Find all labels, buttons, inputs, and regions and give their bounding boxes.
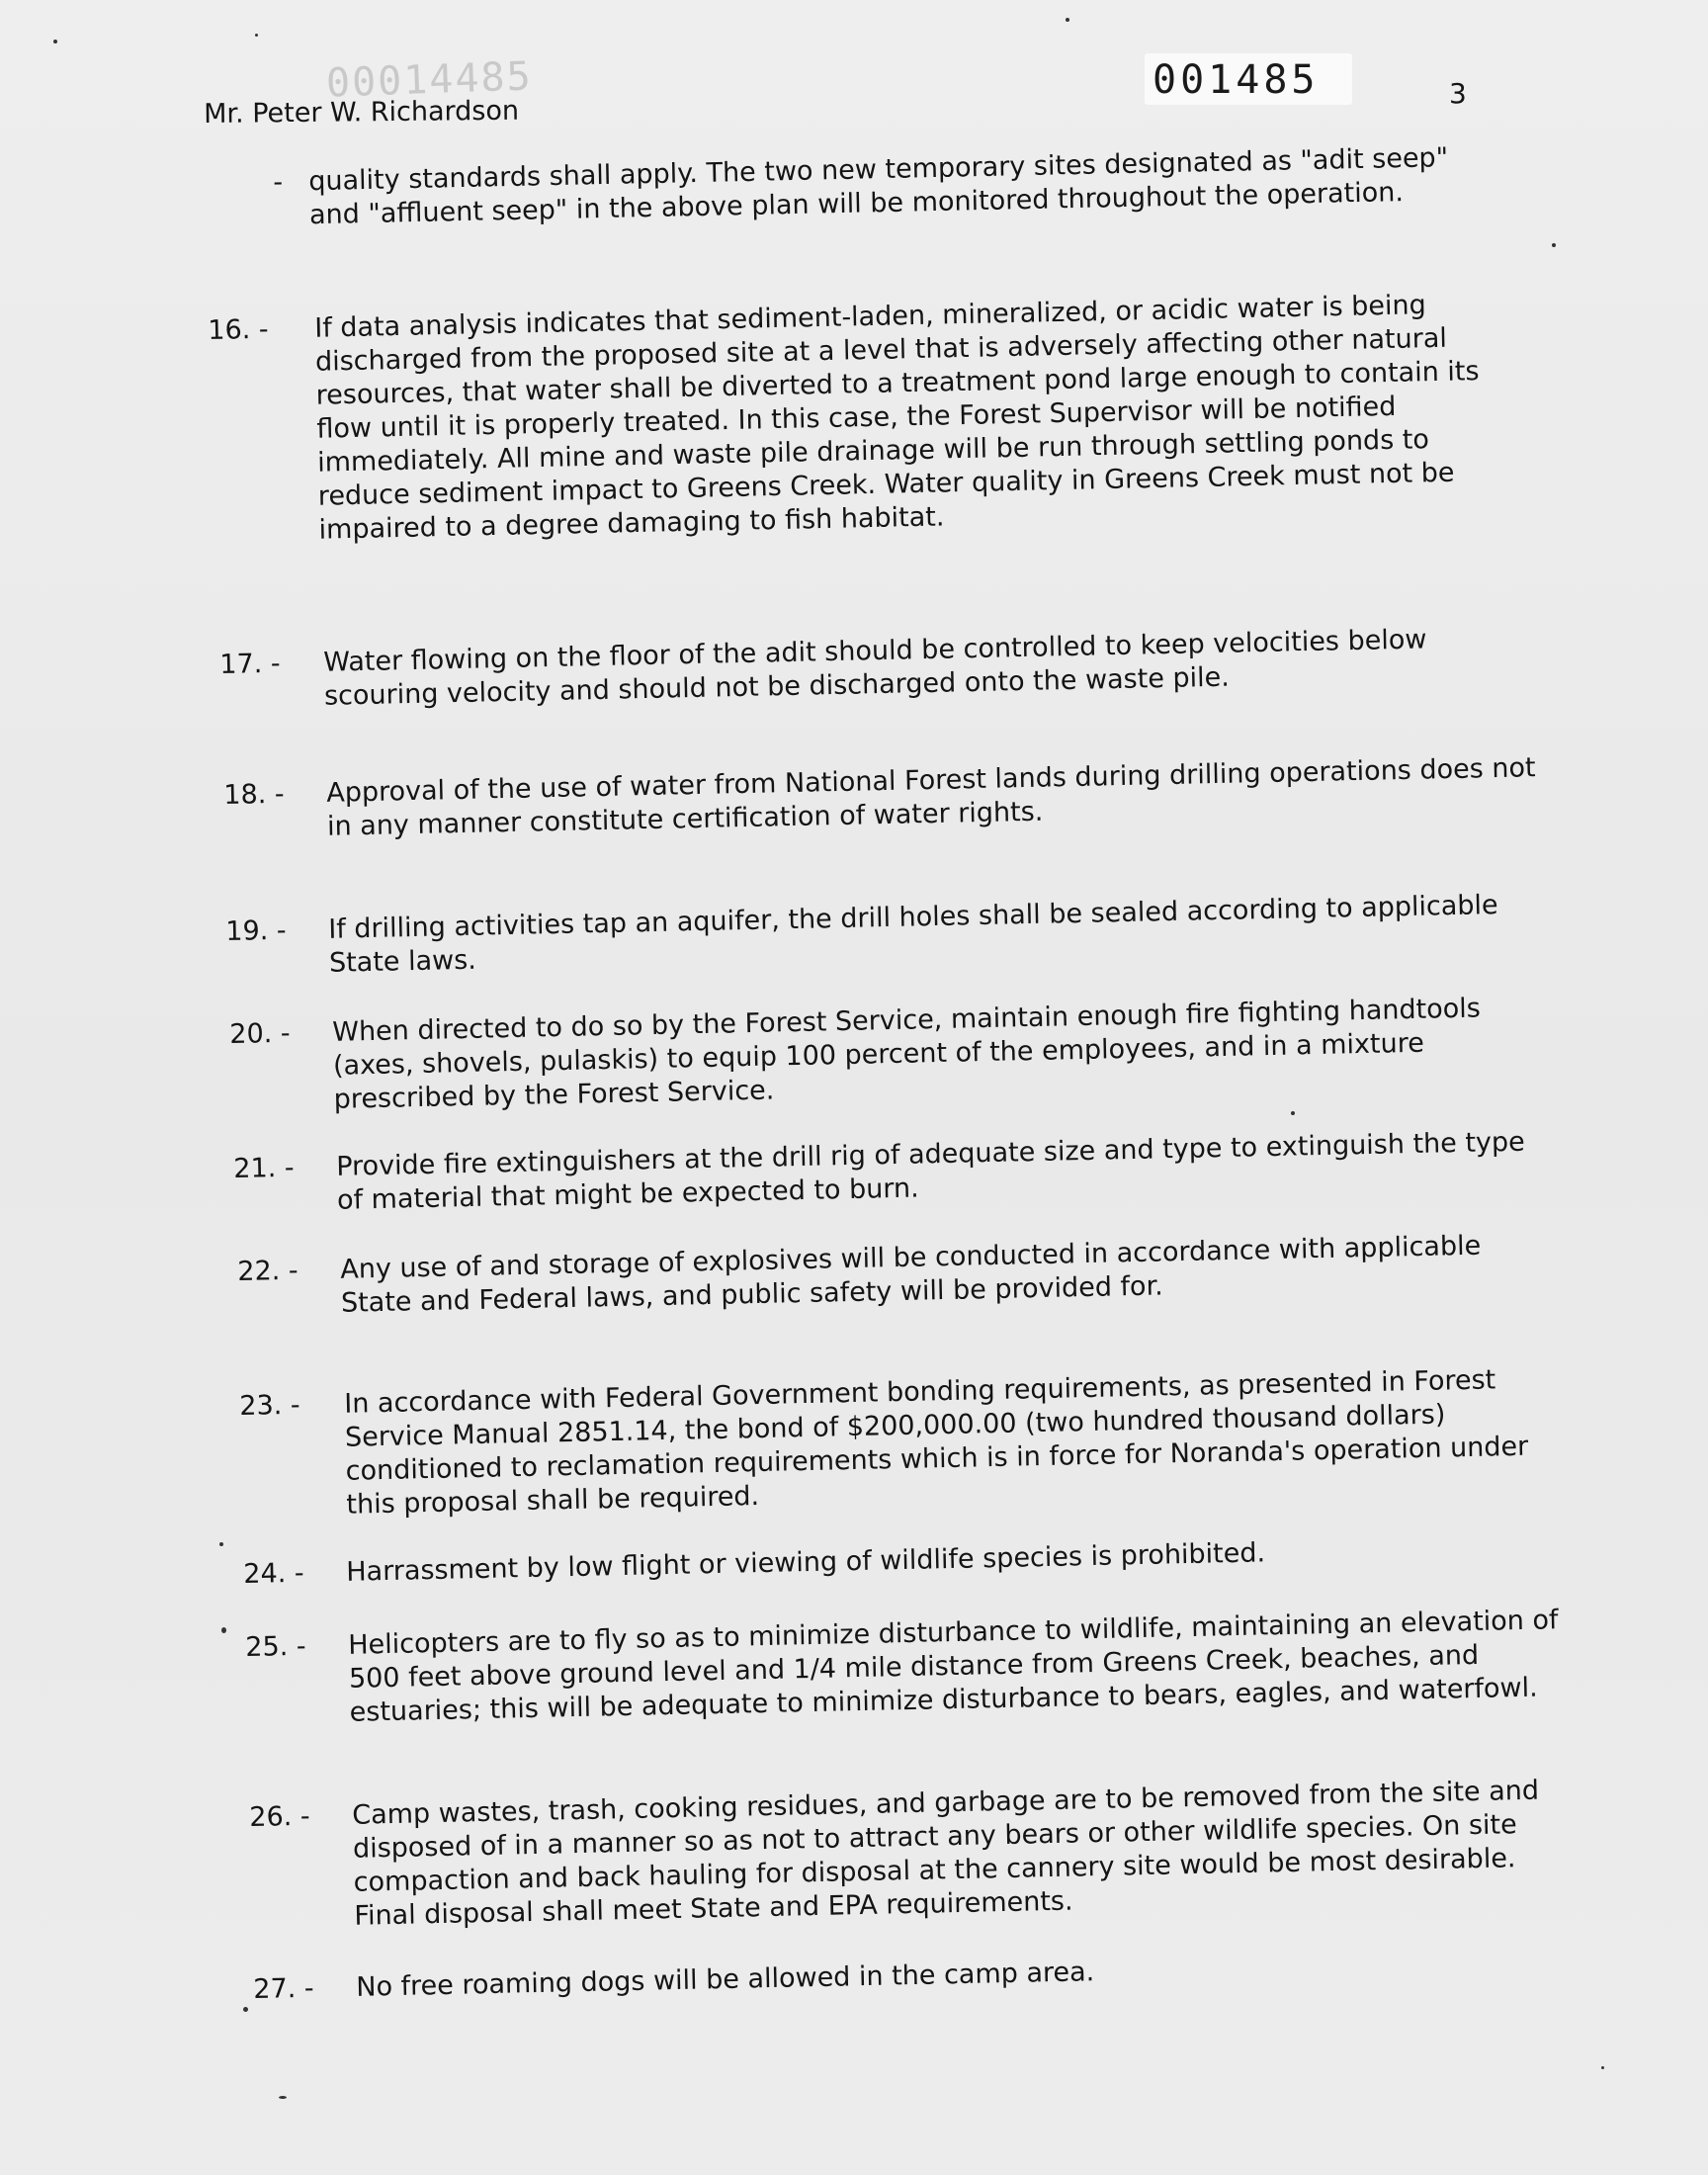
- item-text: No free roaming dogs will be allowed in the camp area.: [355, 1957, 1095, 2003]
- item-text: Water flowing on the floor of the adit should be controlled to keep velocities below scouring velocity and should not be discharged onto the waste pile.: [322, 624, 1427, 712]
- list-item: [225, 888, 1541, 983]
- list-item: [253, 1946, 1578, 2007]
- item-text: If data analysis indicates that sediment-laden, mineralized, or acidic water is being discharged from the proposed site at a level that is adversely affecting other natural resources, that water shall be diverted to a treatment pond large enough to contain its flow until it is properly treated. In this case, the Forest Supervisor will be notified immediately. All mine and waste pile drainage will be run through settling ponds to reduce sediment impact to Greens Creek. Water quality in Greens Creek must not be impaired to a degree damaging to fish habitat.: [313, 290, 1480, 546]
- item-text: quality standards shall apply. The two new temporary sites designated as "adit seep" and "affluent seep" in the above plan will be monitored throughout the operation.: [308, 142, 1449, 231]
- list-item: [219, 621, 1535, 716]
- item-number: 24. -: [243, 1557, 304, 1590]
- addressee-line: Mr. Peter W. Richardson: [204, 95, 520, 130]
- item-text: Approval of the use of water from National Forest lands during drilling operations does not in any manner constitute certification of water rights.: [325, 752, 1536, 842]
- item-text: Helicopters are to fly so as to minimize disturbance to wildlife, maintaining an elevation of 500 feet above ground level and 1/4 mile distance from Greens Creek, beaches, and estuaries; this will be adequate to minimize disturbance to bears, eagles, and waterfowl.: [347, 1605, 1559, 1728]
- item-text: In accordance with Federal Government bonding requirements, as presented in Forest Service Manual 2851.14, the bond of $200,000.00 (two hundred thousand dollars) conditioned to reclamation requirements which is in force for Noranda's operation under this proposal shall be required.: [343, 1364, 1529, 1521]
- item-text: If drilling activities tap an aquifer, the drill holes shall be sealed according to applicable State laws.: [327, 890, 1498, 979]
- list-item: [223, 751, 1539, 846]
- item-text: Harrassment by low flight or viewing of wildlife species is prohibited.: [345, 1537, 1266, 1588]
- item-number: 16. -: [208, 313, 269, 346]
- list-item: [249, 1774, 1577, 1936]
- item-number: 19. -: [225, 914, 287, 947]
- bates-number: 001485: [1153, 57, 1320, 103]
- item-number: 20. -: [229, 1017, 291, 1050]
- list-item: [233, 1125, 1559, 1220]
- list-item: [245, 1604, 1572, 1732]
- item-number: 25. -: [245, 1630, 306, 1663]
- item-number: 21. -: [233, 1152, 295, 1184]
- list-item: [237, 1228, 1543, 1323]
- item-text: When directed to do so by the Forest Service, maintain enough fire fighting handtools (axes, shovels, pulaskis) to equip 100 percent of the employees, and in a mixture prescribed by the Forest Service.: [331, 993, 1482, 1115]
- list-item: [273, 140, 1499, 233]
- item-number: 22. -: [237, 1255, 299, 1287]
- list-item: [208, 287, 1527, 550]
- list-item: [239, 1362, 1567, 1524]
- item-number: 27. -: [253, 1972, 314, 2005]
- item-text: Camp wastes, trash, cooking residues, and garbage are to be removed from the site and disposed of in a manner so as not to attract any bears or other wildlife species. On site compaction and back hauling for disposal at the cannery site would be most desirable. Final disposal shall meet State and EPA requirements.: [351, 1775, 1540, 1932]
- bates-number-faint: 00014485: [325, 53, 534, 107]
- item-number: 18. -: [223, 778, 285, 811]
- item-number: 17. -: [219, 648, 281, 680]
- item-text: Any use of and storage of explosives will be conducted in accordance with applicable State and Federal laws, and public safety will be provided for.: [339, 1230, 1482, 1319]
- list-item: [243, 1530, 1568, 1592]
- item-text: Provide fire extinguishers at the drill rig of adequate size and type to extinguish the type of material that might be expected to burn.: [335, 1126, 1526, 1216]
- item-number: 26. -: [249, 1800, 310, 1833]
- list-item: [229, 991, 1556, 1119]
- item-number: 23. -: [239, 1389, 300, 1422]
- page-number: 3: [1449, 77, 1467, 110]
- item-number: -: [273, 166, 284, 198]
